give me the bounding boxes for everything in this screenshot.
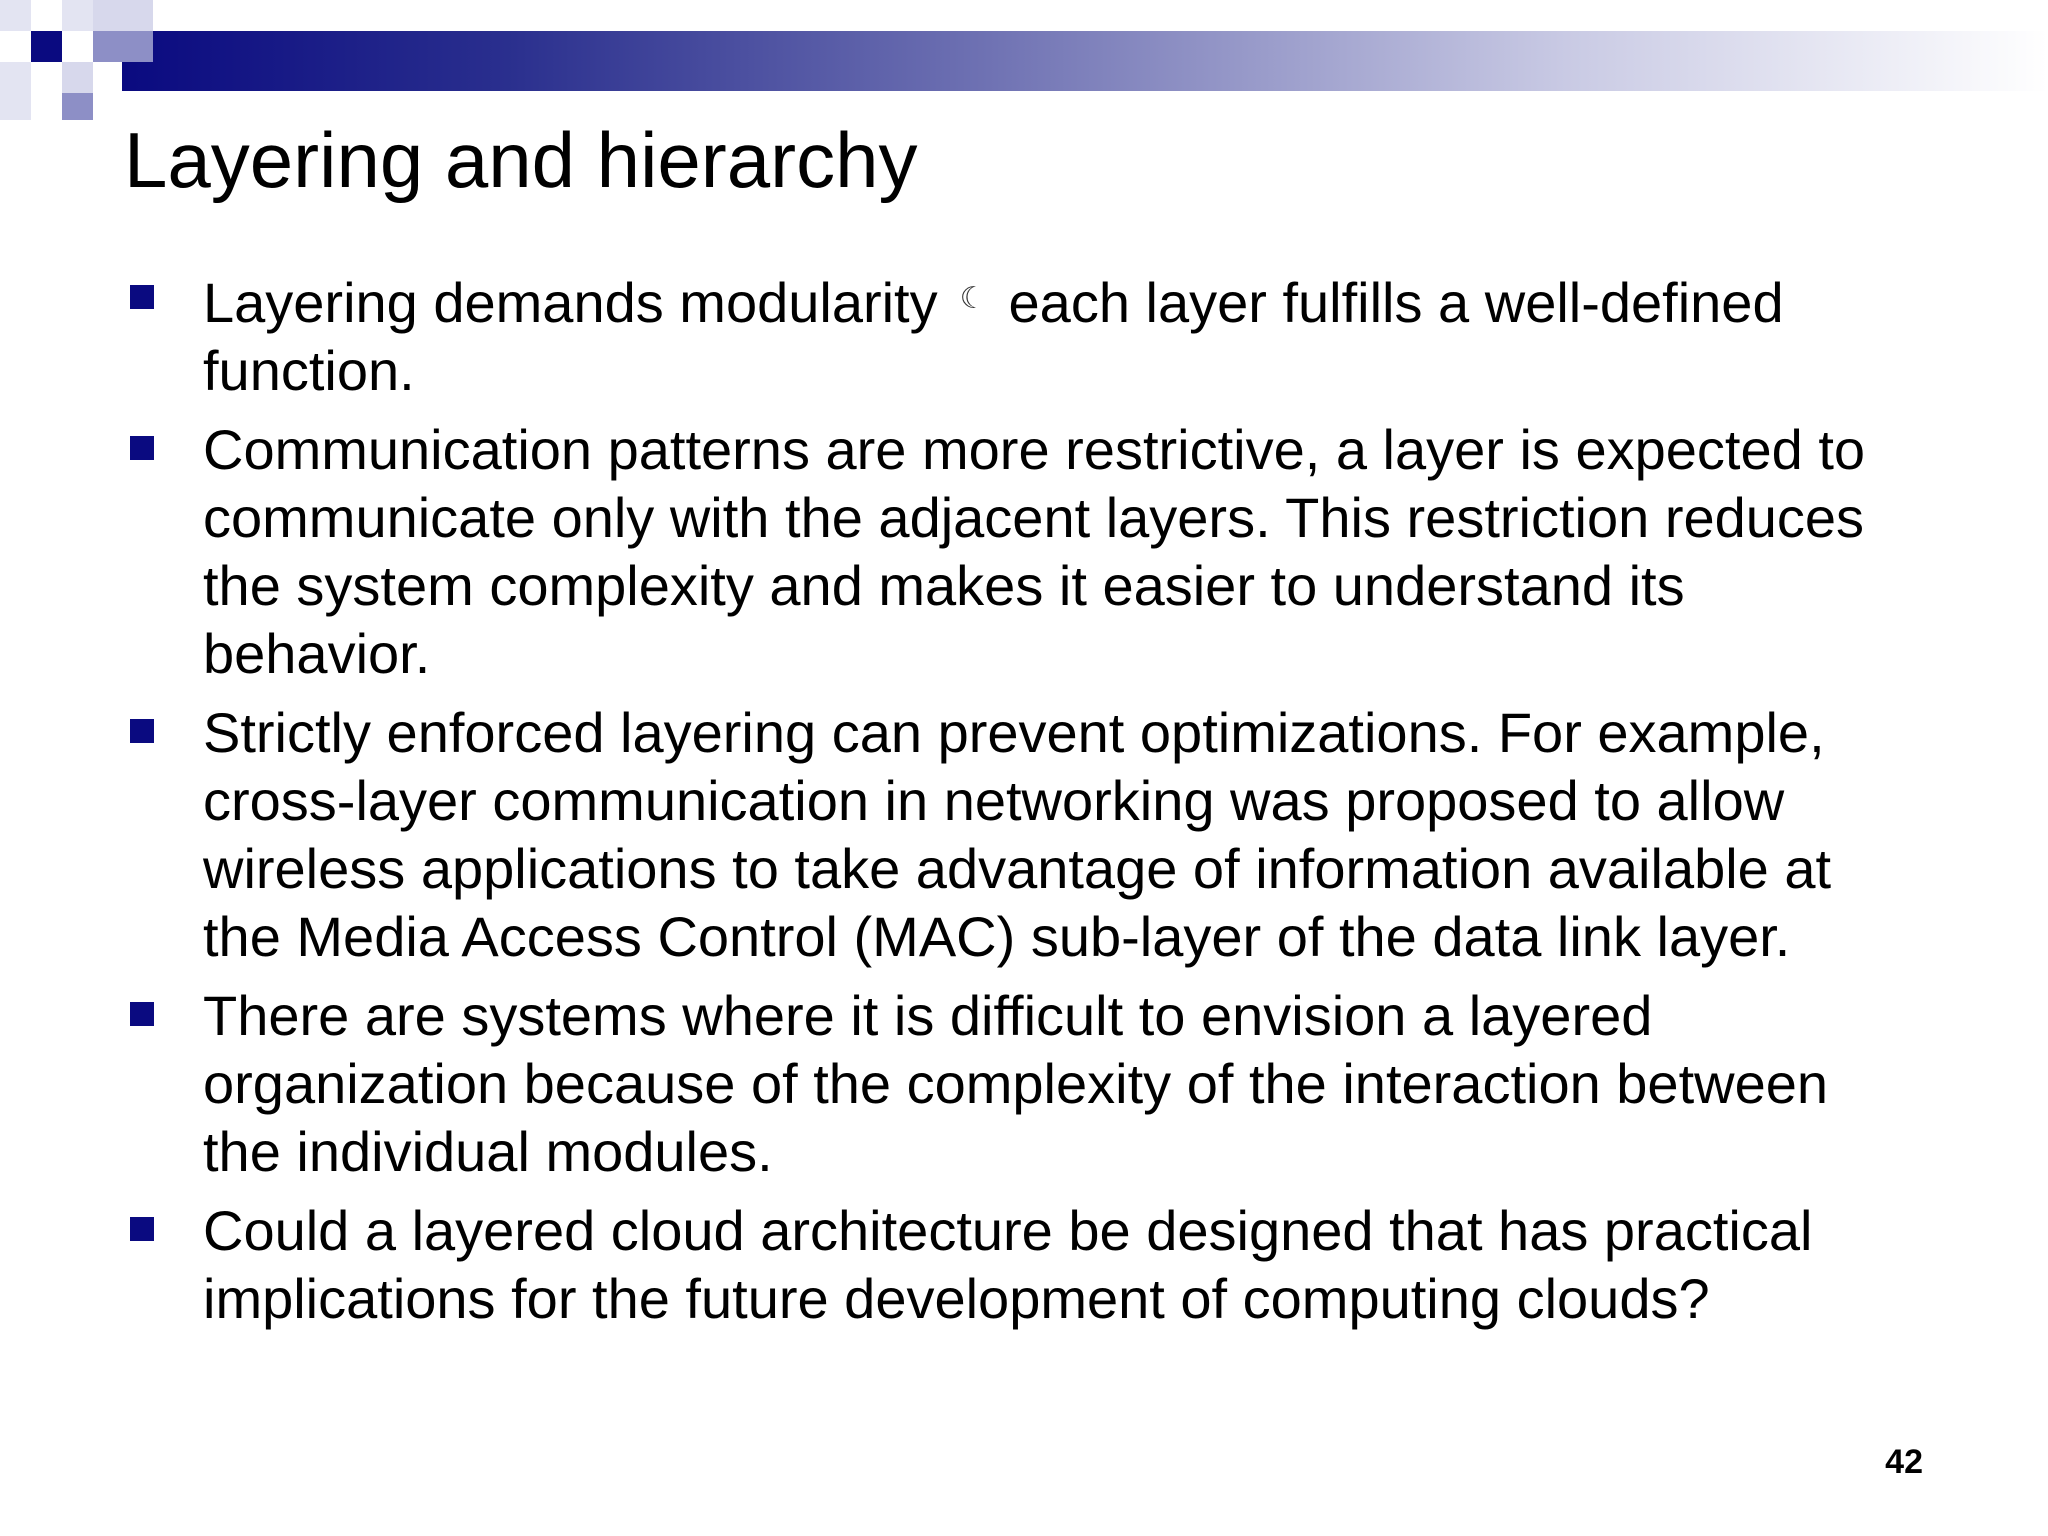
square-bullet-icon [130,285,154,309]
bullet-item [130,699,1880,971]
square-bullet-icon [130,1002,154,1026]
decorative-square [62,62,93,93]
bullet-text: Strictly enforced layering can prevent optimizations. For example, cross-layer communication in networking was proposed to allow wireless applications to take advantage of information available at the Media Access Control (MAC) sub-layer of the data link layer. [203,701,1832,968]
decorative-square [62,0,93,31]
bullet-list [130,265,1880,1344]
square-bullet-icon [130,719,154,743]
bullet-text: Communication patterns are more restrictive, a layer is expected to communicate only with the adjacent layers. This restriction reduces the system complexity and makes it easier to understand its behavior. [203,418,1866,685]
decorative-square [0,62,31,120]
square-bullet-icon [130,1217,154,1241]
decorative-square [62,93,93,120]
decorative-square [0,0,31,31]
slide-title: Layering and hierarchy [124,116,918,204]
bullet-text: Could a layered cloud architecture be designed that has practical implications for the future development of computing clouds? [203,1199,1813,1330]
header-gradient-bar [122,31,2048,91]
page-number: 42 [1885,1443,1923,1481]
bullet-text-after-icon: each layer fulfills a well-defined function. [203,271,1784,402]
bullet-item [130,1197,1880,1333]
bullet-item [130,265,1880,405]
square-bullet-icon [130,436,154,460]
bullet-item [130,982,1880,1186]
decorative-square [93,31,153,62]
bullet-text: There are systems where it is difficult to envision a layered organization because of the complexity of the interaction between the individual modules. [203,984,1829,1183]
moon-icon: ☾ [959,281,987,316]
decorative-square [31,31,62,62]
bullet-item [130,416,1880,688]
bullet-text-before-icon: Layering demands modularity [203,271,938,334]
decorative-square [93,0,153,31]
